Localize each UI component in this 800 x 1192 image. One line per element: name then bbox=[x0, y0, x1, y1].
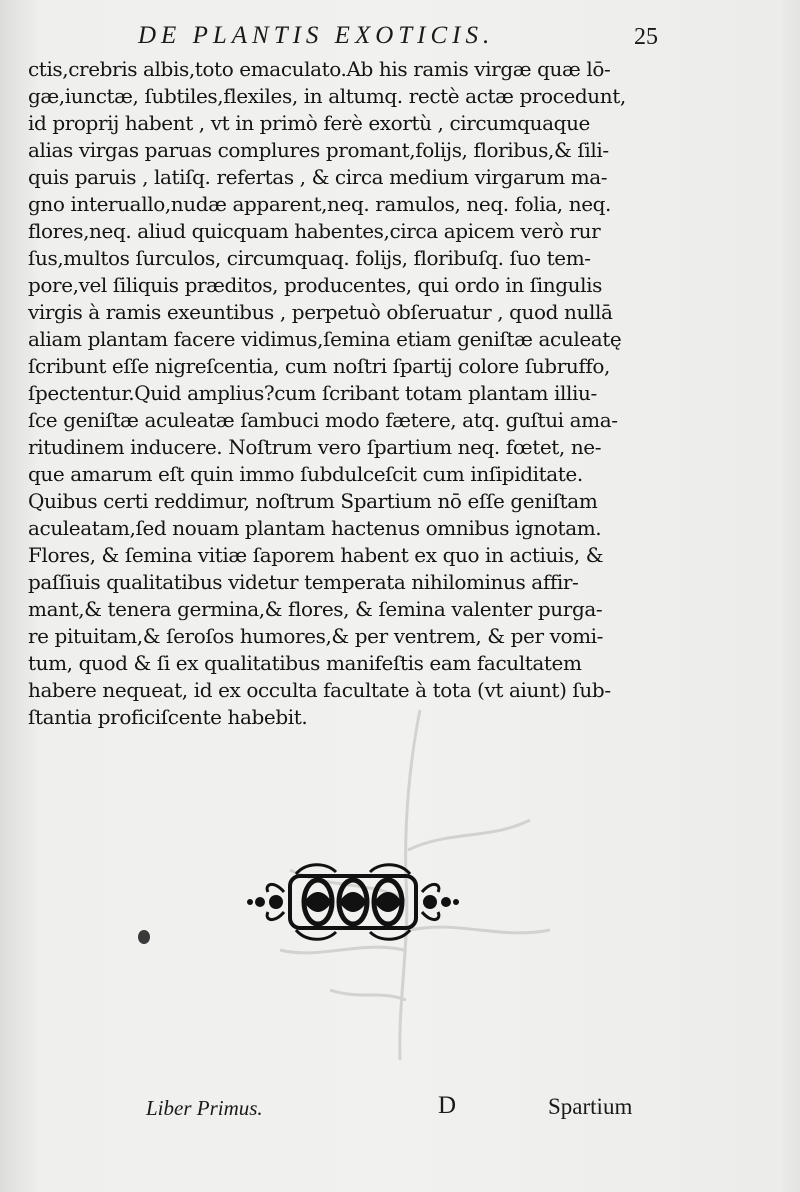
text-line: aliam plantam facere vidimus,ſemina etiam geniſtæ aculeatę bbox=[28, 327, 622, 351]
text-line: ſus,multos ſurculos, circumquaq. folijs, floribuſq. ſuo tem- bbox=[28, 246, 591, 270]
text-line: habere nequeat, id ex occulta facultate à tota (vt aiunt) ſub- bbox=[28, 678, 611, 702]
text-line: tum, quod & ſi ex qualitatibus manifeſtis eam facultatem bbox=[28, 651, 582, 675]
signature-mark: D bbox=[438, 1092, 457, 1119]
text-line: aculeatam,ſed nouam plantam hactenus omnibus ignotam. bbox=[28, 516, 602, 540]
text-line: alias virgas paruas complures promant,folijs, floribus,& ſili- bbox=[28, 138, 609, 162]
text-line: ſce geniſtæ aculeatæ ſambuci modo fætere, atq. guſtui ama- bbox=[28, 408, 618, 432]
text-line: flores,neq. aliud quicquam habentes,circa apicem verò rur bbox=[28, 219, 601, 243]
catchword: Spartium bbox=[548, 1094, 633, 1119]
text-line: ctis,crebris albis,toto emaculato.Ab his ramis virgæ quæ lō- bbox=[28, 57, 611, 81]
text-line: mant,& tenera germina,& flores, & ſemina valenter purga- bbox=[28, 597, 603, 621]
text-line: pore,vel ſiliquis præditos, producentes, qui ordo in ſingulis bbox=[28, 273, 602, 297]
page-number: 25 bbox=[634, 24, 658, 50]
text-line: ſtantia proficiſcente habebit. bbox=[28, 705, 308, 729]
text-line: Quibus certi reddimur, noſtrum Spartium nō eſſe geniſtam bbox=[28, 489, 598, 513]
signature-note: Liber Primus. bbox=[146, 1096, 263, 1120]
ink-blot bbox=[138, 930, 150, 944]
fleuron-ornament-icon bbox=[246, 862, 460, 942]
text-line: quis paruis , latiſq. refertas , & circa medium virgarum ma- bbox=[28, 165, 608, 189]
text-line: ſpectentur.Quid amplius?cum ſcribant totam plantam illiu- bbox=[28, 381, 597, 405]
text-line: gæ,iunctæ, ſubtiles,flexiles, in altumq. rectè actæ procedunt, bbox=[28, 84, 626, 108]
page-header bbox=[138, 22, 658, 52]
text-line: re pituitam,& ſeroſos humores,& per ventrem, & per vomi- bbox=[28, 624, 604, 648]
text-line: que amarum eſt quin immo ſubdulceſcit cum inſipiditate. bbox=[28, 462, 583, 486]
text-line: ſcribunt eſſe nigreſcentia, cum noſtri ſpartij colore ſubruffo, bbox=[28, 354, 610, 378]
text-line: Flores, & ſemina vitiæ ſaporem habent ex quo in actiuis, & bbox=[28, 543, 604, 567]
text-line: gno interuallo,nudæ apparent,neq. ramulos, neq. folia, neq. bbox=[28, 192, 612, 216]
text-line: virgis à ramis exeuntibus , perpetuò obſeruatur , quod nullā bbox=[28, 300, 613, 324]
text-line: ritudinem inducere. Noſtrum vero ſpartium neq. fœtet, ne- bbox=[28, 435, 602, 459]
running-title: DE PLANTIS EXOTICIS. bbox=[138, 22, 495, 49]
text-line: id proprij habent , vt in primò ferè exortù , circumquaque bbox=[28, 111, 590, 135]
body-text bbox=[28, 56, 668, 731]
text-line: paſſiuis qualitatibus videtur temperata nihilominus affir- bbox=[28, 570, 579, 594]
